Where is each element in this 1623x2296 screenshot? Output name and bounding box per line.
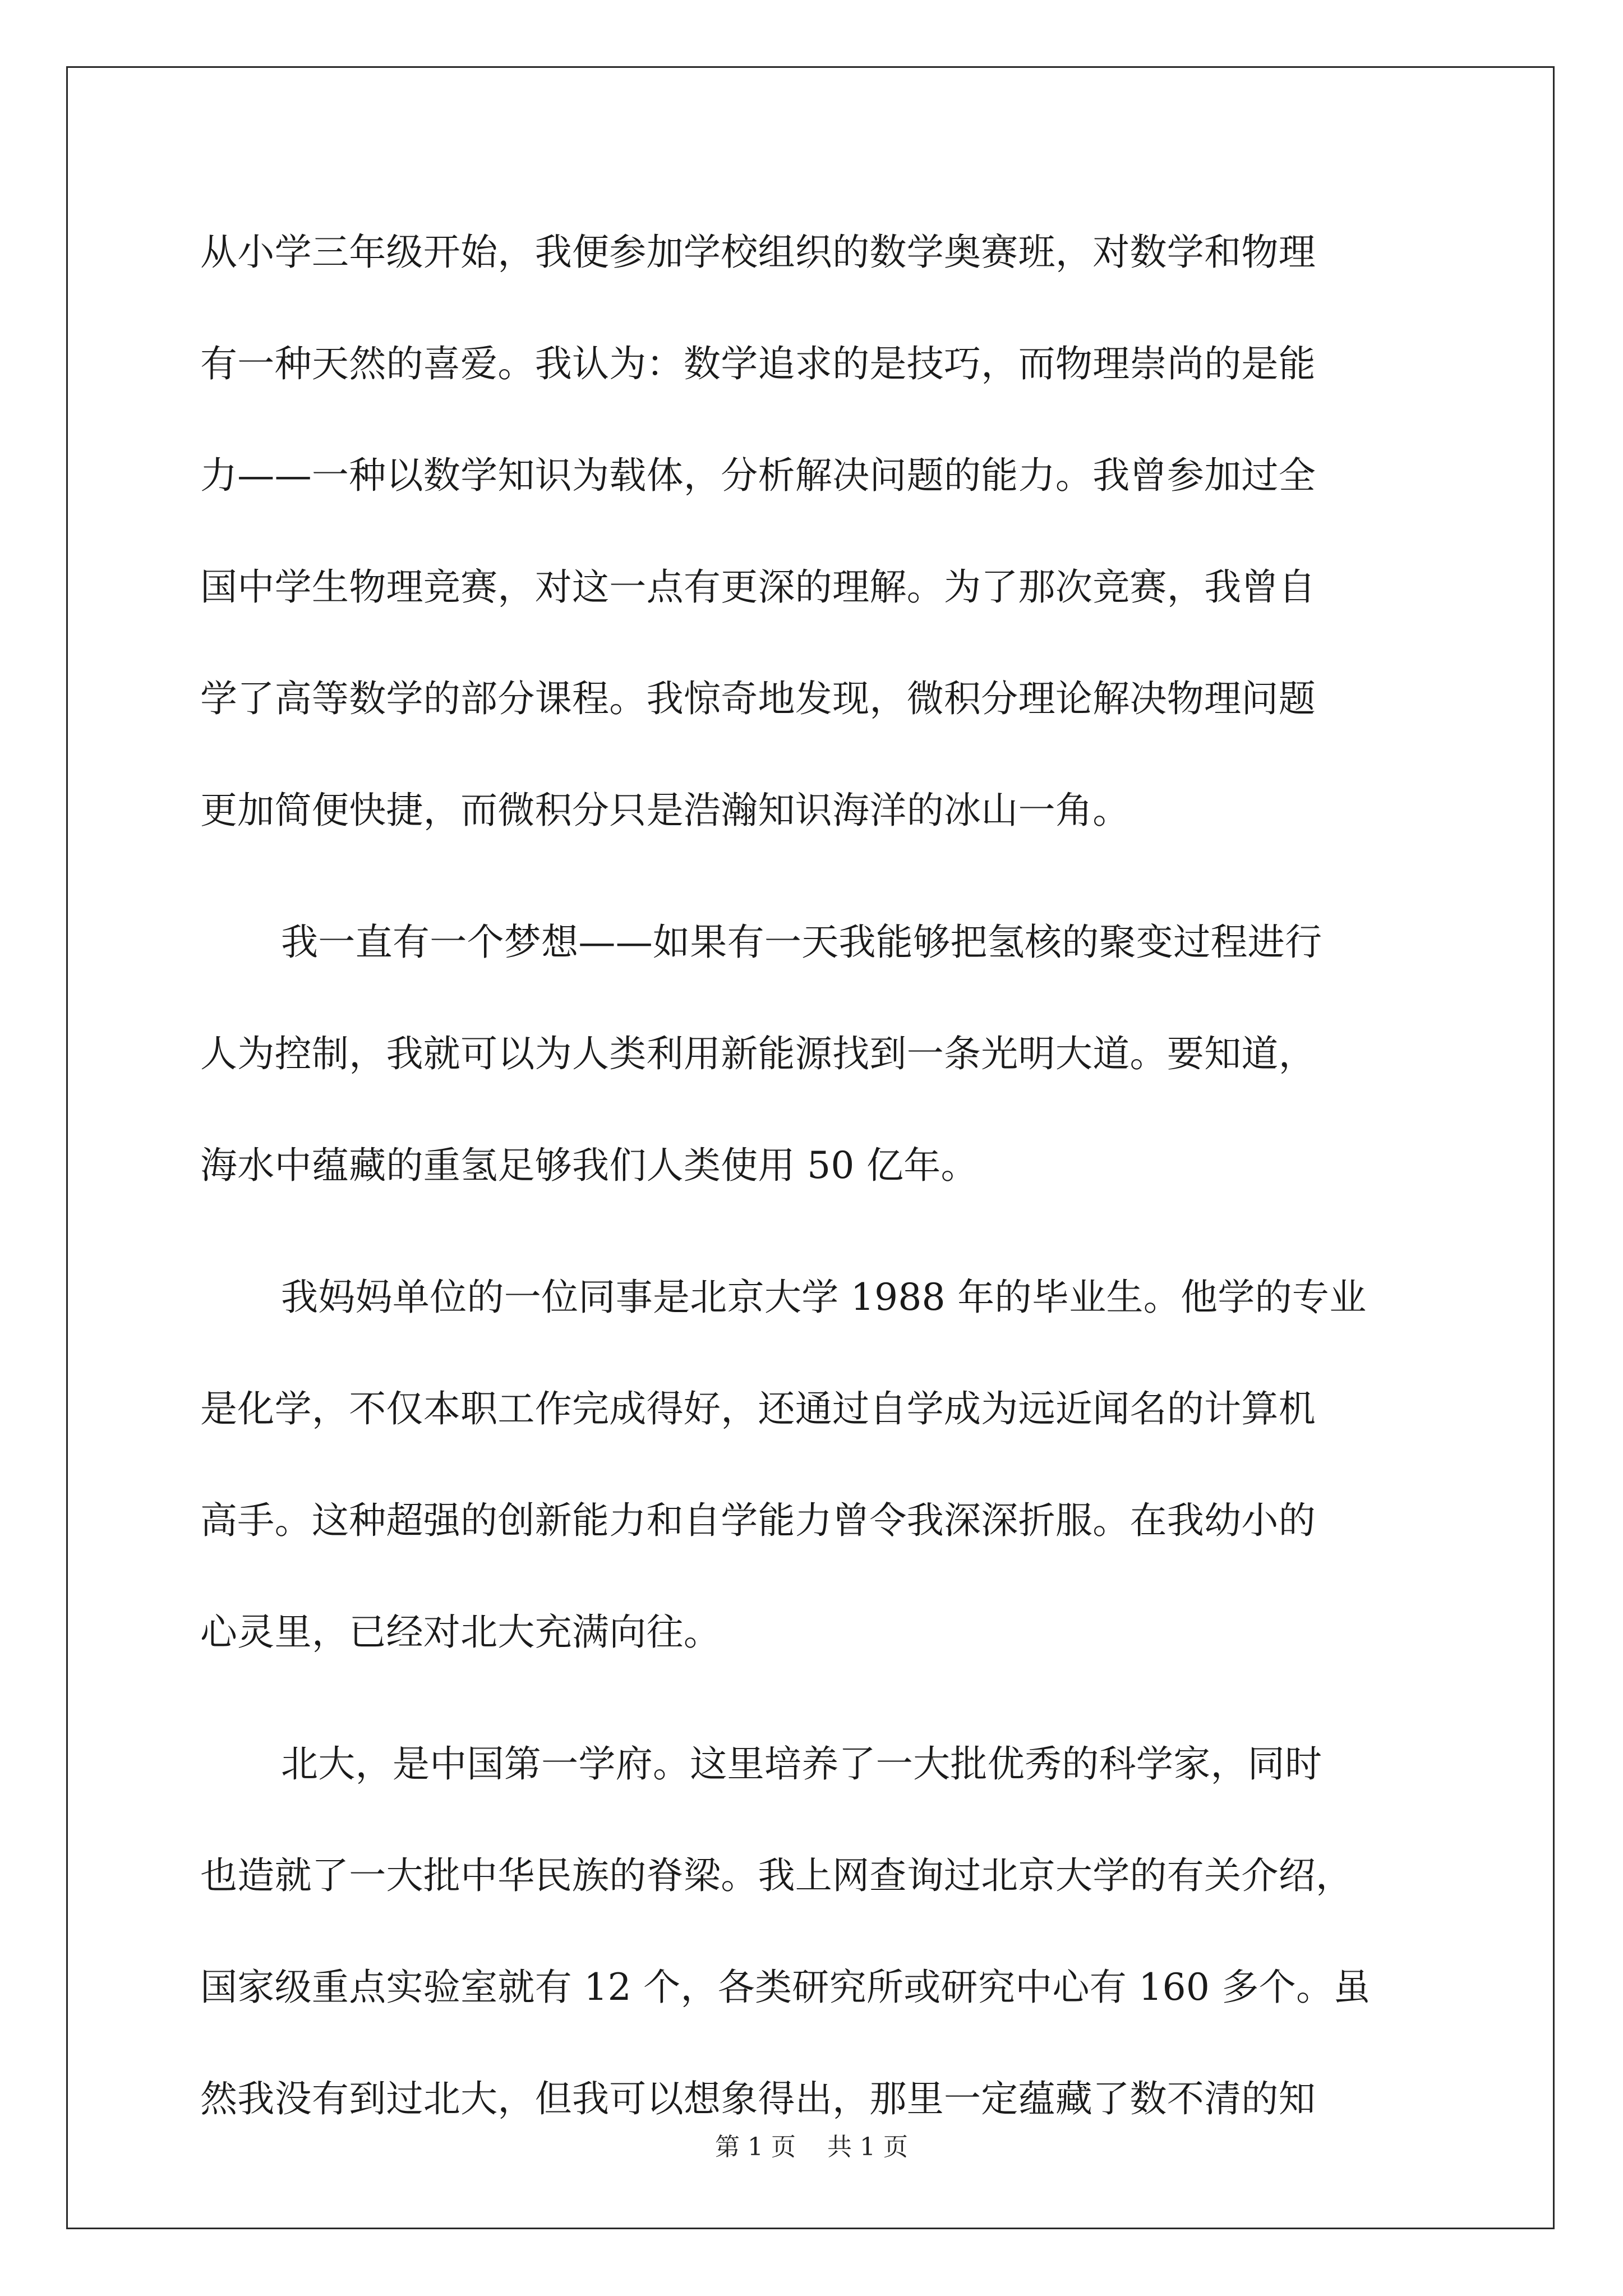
text-line: 国家级重点实验室就有 12 个，各类研究所或研究中心有 160 多个。虽	[200, 1966, 1371, 2009]
text-line: 高手。这种超强的创新能力和自学能力曾令我深深折服。在我幼小的	[200, 1499, 1316, 1542]
text-line: 力——一种以数学知识为载体，分析解决问题的能力。我曾参加过全	[200, 454, 1316, 497]
text-line: 海水中蕴藏的重氢足够我们人类使用 50 亿年。	[200, 1144, 978, 1187]
text-line: 更加简便快捷，而微积分只是浩瀚知识海洋的冰山一角。	[200, 789, 1130, 832]
text-line: 从小学三年级开始，我便参加学校组织的数学奥赛班，对数学和物理	[200, 231, 1316, 274]
text-line: 国中学生物理竞赛，对这一点有更深的理解。为了那次竞赛，我曾自	[200, 565, 1316, 609]
text-line: 然我没有到过北大，但我可以想象得出，那里一定蕴藏了数不清的知	[200, 2077, 1316, 2120]
text-line: 也造就了一大批中华民族的脊梁。我上网查询过北京大学的有关介绍，	[200, 1854, 1353, 1897]
text-line: 北大，是中国第一学府。这里培养了一大批优秀的科学家，同时	[281, 1742, 1322, 1786]
text-line: 我一直有一个梦想——如果有一天我能够把氢核的聚变过程进行	[281, 921, 1322, 964]
text-line: 是化学，不仅本职工作完成得好，还通过自学成为远近闻名的计算机	[200, 1387, 1316, 1430]
page-total: 共 1 页	[827, 2133, 908, 2161]
text-line: 我妈妈单位的一位同事是北京大学 1988 年的毕业生。他学的专业	[281, 1276, 1367, 1319]
document-body	[200, 210, 1428, 2169]
text-line: 人为控制，我就可以为人类利用新能源找到一条光明大道。要知道，	[200, 1032, 1316, 1075]
text-line: 心灵里，已经对北大充满向往。	[200, 1611, 721, 1654]
text-line: 学了高等数学的部分课程。我惊奇地发现，微积分理论解决物理问题	[200, 677, 1316, 720]
page-footer	[0, 2132, 1623, 2163]
text-line: 有一种天然的喜爱。我认为：数学追求的是技巧，而物理崇尚的是能	[200, 342, 1316, 385]
page-number: 第 1 页	[715, 2133, 796, 2161]
